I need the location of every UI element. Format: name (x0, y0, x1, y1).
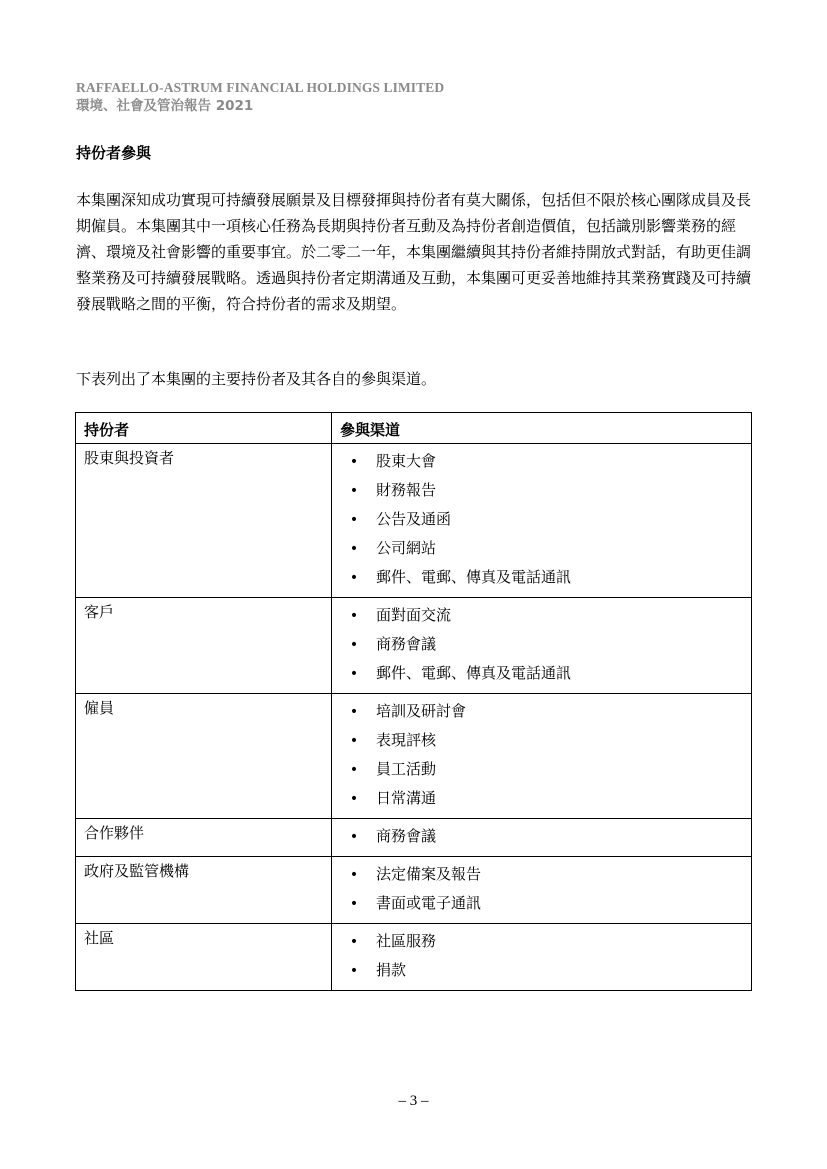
channel-label: 捐款 (376, 961, 407, 979)
channel-label: 表現評核 (376, 731, 437, 749)
table-row (76, 819, 752, 857)
channel-label: 財務報告 (376, 481, 437, 499)
bullet-icon: • (349, 512, 359, 528)
bullet-icon: • (349, 608, 359, 624)
stakeholder-cell: 客戶 (76, 598, 332, 694)
channel-item (332, 698, 751, 727)
channel-label: 法定備案及報告 (376, 865, 482, 883)
channel-item (332, 785, 751, 814)
header-channels: 參與渠道 (332, 413, 752, 444)
channel-label: 培訓及研討會 (376, 702, 467, 720)
channel-label: 郵件、電郵、傳真及電話通訊 (376, 568, 572, 586)
channel-label: 商務會議 (376, 635, 437, 653)
stakeholder-cell: 政府及監管機構 (76, 857, 332, 924)
channel-label: 員工活動 (376, 760, 437, 778)
bullet-icon: • (349, 867, 359, 883)
channels-cell (332, 857, 752, 924)
bullet-icon: • (349, 541, 359, 557)
channel-label: 社區服務 (376, 932, 437, 950)
company-name: RAFFAELLO-ASTRUM FINANCIAL HOLDINGS LIMITED (76, 80, 445, 95)
table-row (76, 857, 752, 924)
report-title: 環境、社會及管治報告 2021 (76, 98, 254, 114)
page-number: – 3 – (398, 1093, 429, 1109)
channel-label: 商務會議 (376, 827, 437, 845)
bullet-icon: • (349, 570, 359, 586)
channel-item (332, 535, 751, 564)
header-stakeholder: 持份者 (76, 413, 332, 444)
channel-item (332, 631, 751, 660)
bullet-icon: • (349, 896, 359, 912)
channel-label: 公告及通函 (376, 510, 452, 528)
channel-label: 面對面交流 (376, 606, 452, 624)
bullet-icon: • (349, 762, 359, 778)
channel-item (332, 861, 751, 890)
stakeholder-cell: 股東與投資者 (76, 444, 332, 598)
bullet-icon: • (349, 829, 359, 845)
intro-paragraph: 本集團深知成功實現可持續發展願景及目標發揮與持份者有莫大關係，包括但不限於核心團隊成員及長期僱員。本集團其中一項核心任務為長期與持份者互動及為持份者創造價值，包括識別影響業務的經濟、環境及社會影響的重要事宜。於二零二一年，本集團繼續與其持份者維持開放式對話，有助更佳調整業務及可持續發展戰略。透過與持份者定期溝通及互動，本集團可更妥善地維持其業務實踐及可持續發展戰略之間的平衡，符合持份者的需求及期望。 (76, 191, 752, 313)
bullet-icon: • (349, 454, 359, 470)
channel-item (332, 660, 751, 689)
channel-item (332, 602, 751, 631)
channel-label: 股東大會 (376, 452, 437, 470)
table-header-row (76, 413, 752, 444)
bullet-icon: • (349, 934, 359, 950)
stakeholder-cell: 僱員 (76, 694, 332, 819)
channel-item (332, 477, 751, 506)
channel-item (332, 727, 751, 756)
table-row (76, 444, 752, 598)
bullet-icon: • (349, 733, 359, 749)
bullet-icon: • (349, 666, 359, 682)
channels-cell (332, 694, 752, 819)
bullet-icon: • (349, 791, 359, 807)
channel-label: 公司網站 (376, 539, 437, 557)
channels-cell (332, 924, 752, 991)
stakeholder-cell: 合作夥伴 (76, 819, 332, 857)
table-row (76, 924, 752, 991)
channel-label: 書面或電子通訊 (376, 894, 482, 912)
bullet-icon: • (349, 637, 359, 653)
channel-label: 日常溝通 (376, 789, 437, 807)
table-row (76, 598, 752, 694)
table-intro-paragraph: 下表列出了本集團的主要持份者及其各自的參與渠道。 (76, 370, 437, 388)
channel-item (332, 890, 751, 919)
channel-item (332, 448, 751, 477)
bullet-icon: • (349, 963, 359, 979)
stakeholder-table (75, 412, 752, 991)
channel-label: 郵件、電郵、傳真及電話通訊 (376, 664, 572, 682)
channels-cell (332, 444, 752, 598)
channels-cell (332, 598, 752, 694)
channel-item (332, 756, 751, 785)
table-row (76, 694, 752, 819)
channels-cell (332, 819, 752, 857)
bullet-icon: • (349, 483, 359, 499)
channel-item (332, 823, 751, 852)
bullet-icon: • (349, 704, 359, 720)
section-title: 持份者參與 (76, 144, 152, 162)
page-header (76, 79, 444, 115)
channel-item (332, 506, 751, 535)
channel-item (332, 564, 751, 593)
channel-item (332, 957, 751, 986)
stakeholder-cell: 社區 (76, 924, 332, 991)
channel-item (332, 928, 751, 957)
